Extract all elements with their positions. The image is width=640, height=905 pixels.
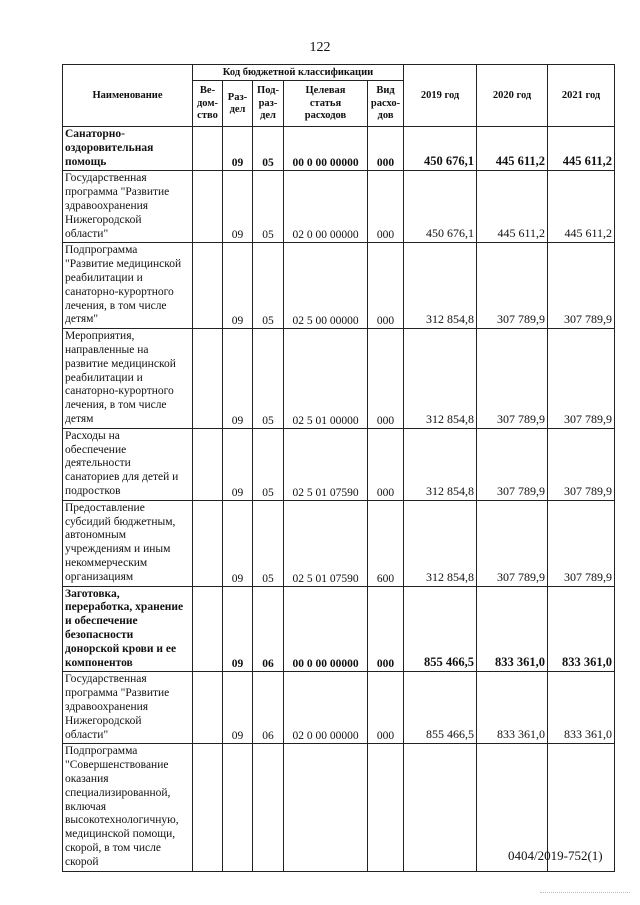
row-name: Заготовка, переработка, хранение и обеспечение безопасности донорской крови и ее компонентов bbox=[63, 586, 193, 672]
table-row bbox=[63, 171, 615, 243]
cell-vid: 000 bbox=[368, 329, 404, 429]
cell-podrazdel: 06 bbox=[253, 586, 284, 672]
cell-razdel bbox=[223, 744, 253, 871]
table-row bbox=[63, 329, 615, 429]
cell-2020: 445 611,2 bbox=[477, 127, 548, 171]
header-2020: 2020 год bbox=[477, 65, 548, 127]
cell-vedomstvo bbox=[193, 127, 223, 171]
cell-2020: 307 789,9 bbox=[477, 243, 548, 329]
cell-razdel: 09 bbox=[223, 243, 253, 329]
cell-podrazdel: 05 bbox=[253, 428, 284, 500]
cell-celevaya: 02 0 00 00000 bbox=[284, 171, 368, 243]
budget-table bbox=[62, 64, 615, 872]
cell-vedomstvo bbox=[193, 586, 223, 672]
header-2021: 2021 год bbox=[548, 65, 615, 127]
row-name: Государственная программа "Развитие здравоохранения Нижегородской области" bbox=[63, 171, 193, 243]
cell-celevaya: 02 5 01 00000 bbox=[284, 329, 368, 429]
cell-2021: 307 789,9 bbox=[548, 500, 615, 586]
cell-2019: 450 676,1 bbox=[404, 171, 477, 243]
cell-vid: 000 bbox=[368, 586, 404, 672]
cell-vid bbox=[368, 744, 404, 871]
table-row bbox=[63, 428, 615, 500]
header-vid: Вид расхо- дов bbox=[368, 81, 404, 127]
cell-2020: 445 611,2 bbox=[477, 171, 548, 243]
cell-2021: 445 611,2 bbox=[548, 171, 615, 243]
cell-vid: 000 bbox=[368, 171, 404, 243]
header-name: Наименование bbox=[63, 65, 193, 127]
table-row bbox=[63, 672, 615, 744]
cell-vedomstvo bbox=[193, 171, 223, 243]
cell-celevaya: 02 0 00 00000 bbox=[284, 672, 368, 744]
cell-2020: 307 789,9 bbox=[477, 500, 548, 586]
cell-2019: 312 854,8 bbox=[404, 428, 477, 500]
cell-celevaya: 02 5 01 07590 bbox=[284, 428, 368, 500]
row-name: Санаторно- оздоровительная помощь bbox=[63, 127, 193, 171]
cell-2020: 833 361,0 bbox=[477, 586, 548, 672]
row-name: Подпрограмма "Развитие медицинской реабилитации и санаторно-курортного лечения, в том числе детям" bbox=[63, 243, 193, 329]
cell-2020: 307 789,9 bbox=[477, 329, 548, 429]
cell-razdel: 09 bbox=[223, 672, 253, 744]
page-number: 122 bbox=[309, 40, 331, 55]
header-2019: 2019 год bbox=[404, 65, 477, 127]
cell-razdel: 09 bbox=[223, 428, 253, 500]
cell-celevaya: 02 5 00 00000 bbox=[284, 243, 368, 329]
row-name: Государственная программа "Развитие здравоохранения Нижегородской области" bbox=[63, 672, 193, 744]
cell-vedomstvo bbox=[193, 329, 223, 429]
header-vedomstvo: Ве- дом- ство bbox=[193, 81, 223, 127]
cell-razdel: 09 bbox=[223, 586, 253, 672]
table-row bbox=[63, 586, 615, 672]
cell-razdel: 09 bbox=[223, 171, 253, 243]
cell-2021: 307 789,9 bbox=[548, 428, 615, 500]
document-code: 0404/2019-752(1) bbox=[508, 848, 603, 863]
cell-2019: 312 854,8 bbox=[404, 329, 477, 429]
cell-2021: 833 361,0 bbox=[548, 586, 615, 672]
cell-vid: 000 bbox=[368, 428, 404, 500]
row-name: Предоставление субсидий бюджетным, автономным учреждениям и иным некоммерческим организациям bbox=[63, 500, 193, 586]
cell-vedomstvo bbox=[193, 672, 223, 744]
cell-2021: 307 789,9 bbox=[548, 329, 615, 429]
cell-celevaya bbox=[284, 744, 368, 871]
cell-razdel: 09 bbox=[223, 127, 253, 171]
cell-2020: 833 361,0 bbox=[477, 672, 548, 744]
header-podrazdel: Под- раз- дел bbox=[253, 81, 284, 127]
table-row bbox=[63, 127, 615, 171]
header-celevaya: Целевая статья расходов bbox=[284, 81, 368, 127]
cell-2021: 833 361,0 bbox=[548, 672, 615, 744]
table-row bbox=[63, 500, 615, 586]
cell-vid: 600 bbox=[368, 500, 404, 586]
cell-podrazdel: 05 bbox=[253, 329, 284, 429]
cell-vedomstvo bbox=[193, 744, 223, 871]
cell-2019: 312 854,8 bbox=[404, 243, 477, 329]
header-razdel: Раз- дел bbox=[223, 81, 253, 127]
cell-2019: 855 466,5 bbox=[404, 586, 477, 672]
cell-2019: 855 466,5 bbox=[404, 672, 477, 744]
cell-2021: 307 789,9 bbox=[548, 243, 615, 329]
cell-vid: 000 bbox=[368, 127, 404, 171]
scan-artifact bbox=[540, 892, 630, 899]
cell-vedomstvo bbox=[193, 243, 223, 329]
cell-razdel: 09 bbox=[223, 500, 253, 586]
cell-podrazdel bbox=[253, 744, 284, 871]
cell-razdel: 09 bbox=[223, 329, 253, 429]
row-name: Подпрограмма "Совершенствование оказания специализированной, включая высокотехнологичную, медицинской помощи, скорой, в том числе скорой bbox=[63, 744, 193, 871]
cell-2020: 307 789,9 bbox=[477, 428, 548, 500]
cell-podrazdel: 05 bbox=[253, 127, 284, 171]
cell-vedomstvo bbox=[193, 428, 223, 500]
cell-2021: 445 611,2 bbox=[548, 127, 615, 171]
cell-2019: 450 676,1 bbox=[404, 127, 477, 171]
cell-vedomstvo bbox=[193, 500, 223, 586]
cell-podrazdel: 05 bbox=[253, 243, 284, 329]
cell-2019: 312 854,8 bbox=[404, 500, 477, 586]
table-row bbox=[63, 243, 615, 329]
cell-podrazdel: 05 bbox=[253, 500, 284, 586]
header-code-group: Код бюджетной классификации bbox=[193, 65, 404, 81]
cell-2019 bbox=[404, 744, 477, 871]
cell-podrazdel: 06 bbox=[253, 672, 284, 744]
cell-vid: 000 bbox=[368, 672, 404, 744]
cell-podrazdel: 05 bbox=[253, 171, 284, 243]
cell-celevaya: 00 0 00 00000 bbox=[284, 127, 368, 171]
cell-celevaya: 02 5 01 07590 bbox=[284, 500, 368, 586]
row-name: Расходы на обеспечение деятельности санаториев для детей и подростков bbox=[63, 428, 193, 500]
row-name: Мероприятия, направленные на развитие медицинской реабилитации и санаторно-курортного лечения, в том числе детям bbox=[63, 329, 193, 429]
cell-celevaya: 00 0 00 00000 bbox=[284, 586, 368, 672]
cell-vid: 000 bbox=[368, 243, 404, 329]
